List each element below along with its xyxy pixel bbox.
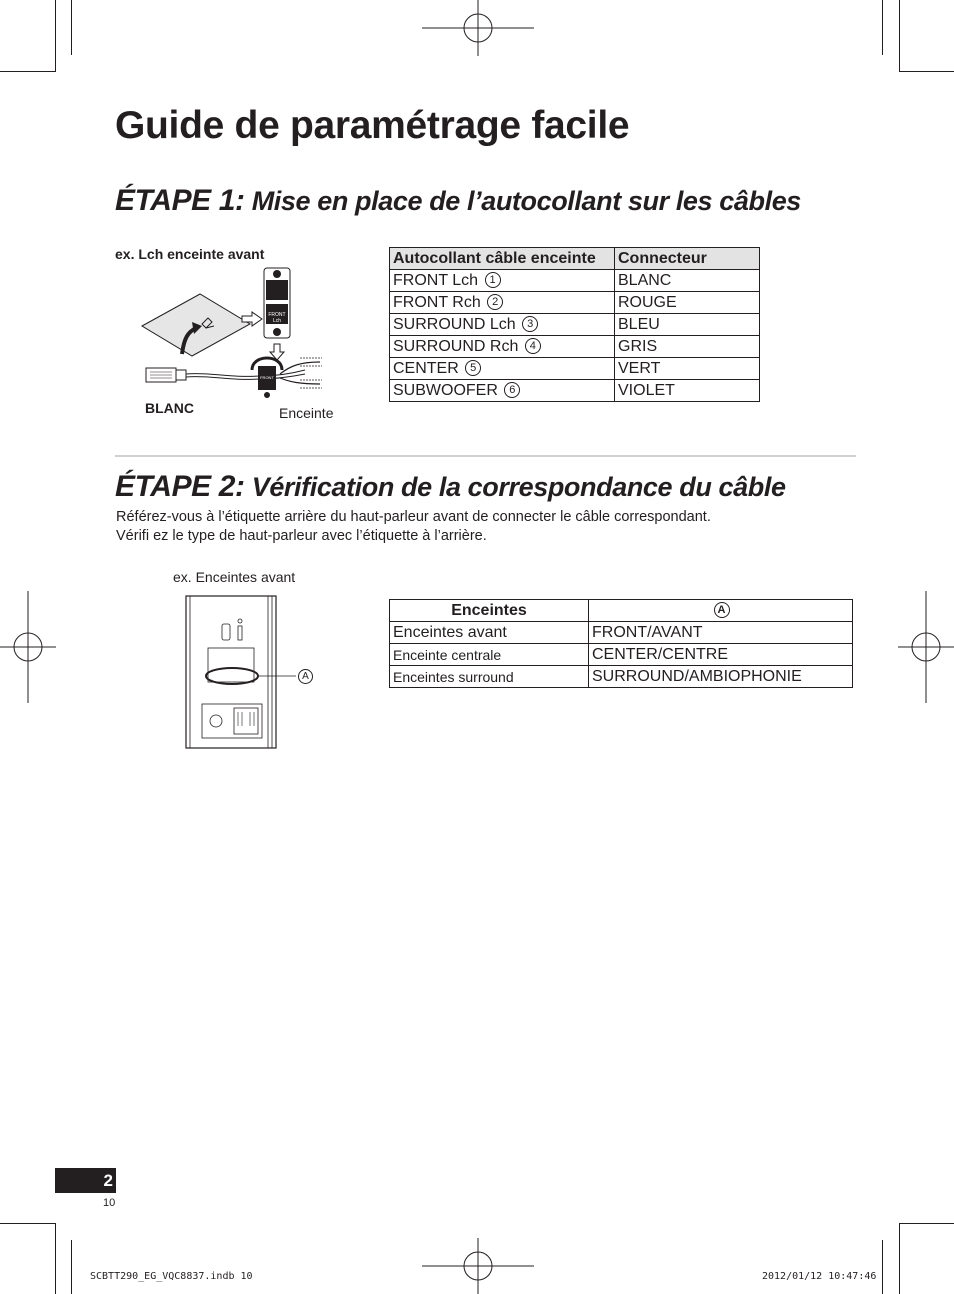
step1-example-caption: ex. Lch enceinte avant	[115, 246, 265, 262]
page-number: 2	[103, 1171, 113, 1190]
step2-heading	[115, 470, 786, 504]
table-cell: SURROUND/AMBIOPHONIE	[589, 666, 853, 688]
crop-mark	[899, 1223, 954, 1224]
table-cell: ROUGE	[615, 292, 760, 314]
number-badge: 2	[487, 294, 503, 310]
table-cell: CENTER/CENTRE	[589, 644, 853, 666]
table-row	[390, 622, 853, 644]
number-badge: 5	[465, 360, 481, 376]
crop-mark	[882, 0, 883, 55]
step2-label: ÉTAPE 2:	[115, 470, 245, 503]
section-divider	[115, 455, 856, 457]
page-sub-number: 10	[103, 1197, 116, 1209]
column-header	[589, 600, 853, 622]
enceinte-label: Enceinte	[279, 405, 334, 421]
sticker-name: CENTER	[393, 359, 459, 377]
step1-heading	[115, 184, 801, 218]
column-header: Autocollant câble enceinte	[390, 248, 615, 270]
table-header-row	[390, 600, 853, 622]
table-row	[390, 380, 760, 402]
table-cell: BLANC	[615, 270, 760, 292]
table-row	[390, 644, 853, 666]
crop-mark	[899, 1223, 900, 1294]
crop-mark	[0, 71, 55, 72]
sticker-name: SUBWOOFER	[393, 381, 498, 399]
table-cell	[390, 336, 615, 358]
table-cell: FRONT/AVANT	[589, 622, 853, 644]
table-cell: BLEU	[615, 314, 760, 336]
crop-mark	[55, 1223, 56, 1294]
table-row	[390, 292, 760, 314]
sticker-connector-table	[389, 247, 760, 402]
table-row	[390, 270, 760, 292]
table-cell: VIOLET	[615, 380, 760, 402]
crop-mark	[71, 1240, 72, 1294]
cable-sticker-illustration	[140, 266, 330, 406]
sticker-name: FRONT Lch	[393, 271, 479, 289]
page-title: Guide de paramétrage facile	[115, 104, 630, 147]
registration-mark	[422, 0, 534, 56]
callout-letter: A	[302, 671, 309, 682]
step1-label: ÉTAPE 1:	[115, 184, 245, 217]
crop-mark	[0, 1223, 55, 1224]
speaker-type-table	[389, 599, 853, 688]
number-badge: 1	[485, 272, 501, 288]
table-row	[390, 666, 853, 688]
registration-mark	[0, 591, 56, 703]
step2-title: Vérification de la correspondance du câble	[244, 472, 786, 502]
column-header: Connecteur	[615, 248, 760, 270]
svg-text:Lch: Lch	[272, 318, 282, 324]
sticker-name: FRONT Rch	[393, 293, 481, 311]
table-cell	[390, 292, 615, 314]
crop-mark	[882, 1240, 883, 1294]
svg-text:FRONT: FRONT	[268, 312, 286, 318]
blanc-label: BLANC	[145, 400, 194, 416]
callout-badge: A	[714, 602, 730, 618]
column-header: Enceintes	[390, 600, 589, 622]
callout-marker	[298, 669, 313, 684]
table-cell: Enceinte centrale	[390, 644, 589, 666]
sticker-name: SURROUND Lch	[393, 315, 516, 333]
table-cell: Enceintes surround	[390, 666, 589, 688]
crop-mark	[71, 0, 72, 55]
table-cell	[390, 358, 615, 380]
crop-mark	[899, 0, 900, 72]
svg-text:FRONT: FRONT	[260, 375, 274, 380]
table-cell	[390, 270, 615, 292]
table-header-row	[390, 248, 760, 270]
step1-title: Mise en place de l’autocollant sur les câbles	[244, 186, 801, 216]
registration-mark	[898, 591, 954, 703]
speaker-rear-illustration	[184, 594, 314, 752]
sticker-name: SURROUND Rch	[393, 337, 519, 355]
footer-timestamp: 2012/01/12 10:47:46	[762, 1271, 877, 1282]
number-badge: 4	[525, 338, 541, 354]
table-row	[390, 336, 760, 358]
step2-example-caption: ex. Enceintes avant	[173, 569, 296, 585]
table-cell: GRIS	[615, 336, 760, 358]
number-badge: 3	[522, 316, 538, 332]
step2-paragraph: Référez-vous à l’étiquette arrière du haut-parleur avant de connecter le câble correspondant.	[116, 509, 711, 525]
table-cell	[390, 380, 615, 402]
table-cell: VERT	[615, 358, 760, 380]
crop-mark	[55, 0, 56, 72]
footer-filename: SCBTT290_EG_VQC8837.indb 10	[90, 1271, 253, 1282]
table-cell	[390, 314, 615, 336]
registration-mark	[422, 1238, 534, 1294]
step2-paragraph: Vérifi ez le type de haut-parleur avec l’étiquette à l’arrière.	[116, 528, 487, 544]
table-row	[390, 358, 760, 380]
number-badge: 6	[504, 382, 520, 398]
table-row	[390, 314, 760, 336]
table-cell: Enceintes avant	[390, 622, 589, 644]
crop-mark	[899, 71, 954, 72]
